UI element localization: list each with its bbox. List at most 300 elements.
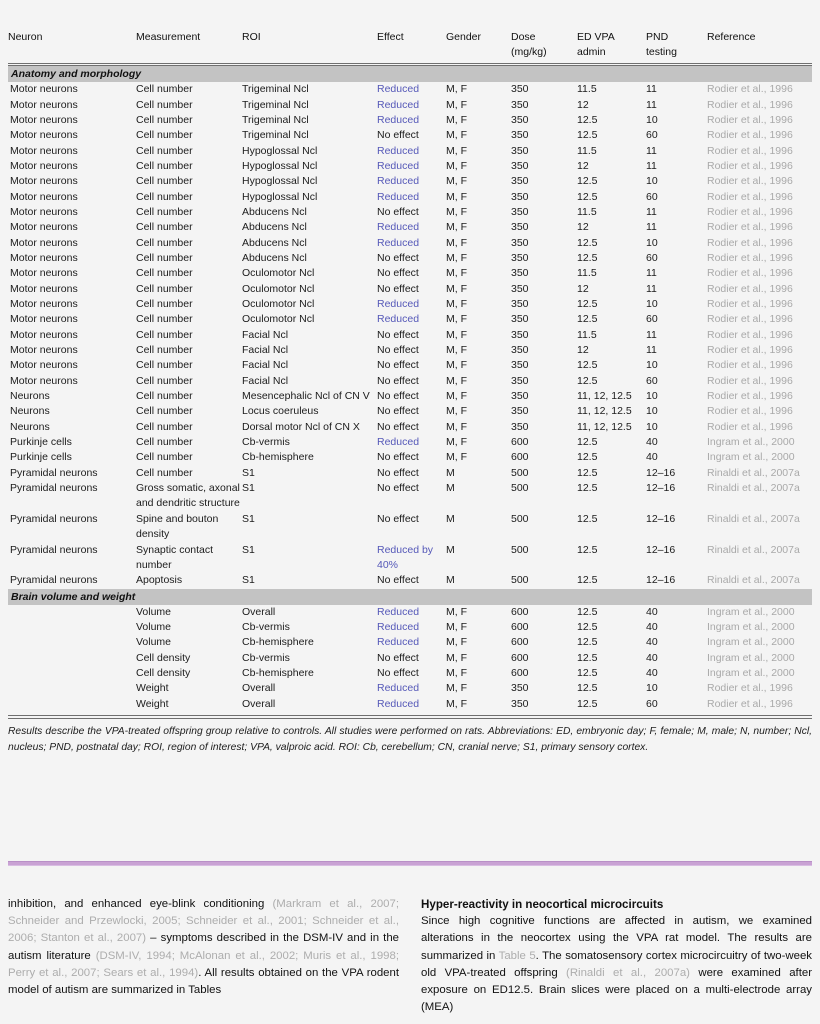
cell-dose: 600 xyxy=(511,620,529,633)
cell-gender: M, F xyxy=(446,159,467,172)
cell-roi: S1 xyxy=(242,482,255,495)
cell-gender: M, F xyxy=(446,390,467,403)
vpa-results-table xyxy=(8,30,812,719)
cell-ed-vpa-admin: 12.5 xyxy=(577,251,598,264)
cell-neuron: Pyramidal neurons xyxy=(10,466,98,479)
cell-roi: Trigeminal Ncl xyxy=(242,129,309,142)
table-header-row xyxy=(8,30,812,61)
cell-effect: No effect xyxy=(377,390,419,403)
cell-neuron: Motor neurons xyxy=(10,205,78,218)
cell-dose: 350 xyxy=(511,144,529,157)
cell-pnd-testing: 40 xyxy=(646,636,658,649)
cell-pnd-testing: 11 xyxy=(646,159,657,172)
cell-measurement: Cell number xyxy=(136,221,193,234)
cell-neuron: Neurons xyxy=(10,405,50,418)
cell-neuron: Neurons xyxy=(10,390,50,403)
cell-dose: 500 xyxy=(511,482,529,495)
cell-effect: Reduced xyxy=(377,221,420,234)
right-column-citation[interactable]: (Rinaldi et al., 2007a) xyxy=(566,966,690,979)
cell-ed-vpa-admin: 12.5 xyxy=(577,313,598,326)
cell-roi: Mesencephalic Ncl of CN V xyxy=(242,390,370,403)
column-header-label: Neuron xyxy=(8,31,43,43)
cell-pnd-testing: 10 xyxy=(646,113,658,126)
cell-pnd-testing: 10 xyxy=(646,236,658,249)
cell-pnd-testing: 11 xyxy=(646,221,657,234)
cell-roi: S1 xyxy=(242,512,255,525)
cell-neuron: Purkinje cells xyxy=(10,436,72,449)
cell-dose: 500 xyxy=(511,466,529,479)
cell-dose: 350 xyxy=(511,313,529,326)
cell-measurement: Cell number xyxy=(136,420,193,433)
cell-gender: M, F xyxy=(446,98,467,111)
cell-neuron: Motor neurons xyxy=(10,313,78,326)
cell-ed-vpa-admin: 12.5 xyxy=(577,605,598,618)
table-row xyxy=(8,697,812,712)
table-row xyxy=(8,666,812,681)
cell-neuron: Neurons xyxy=(10,420,50,433)
cell-neuron xyxy=(8,651,136,666)
cell-ed-vpa-admin: 12.5 xyxy=(577,236,598,249)
cell-dose: 350 xyxy=(511,98,529,111)
cell-ed-vpa-admin: 12.5 xyxy=(577,175,598,188)
table-row xyxy=(8,113,812,128)
cell-neuron: Pyramidal neurons xyxy=(10,543,98,556)
cell-effect: No effect xyxy=(377,359,419,372)
right-column-heading: Hyper-reactivity in neocortical microcircuits xyxy=(421,898,664,911)
cell-ed-vpa-admin: 12 xyxy=(577,282,589,295)
cell-reference: Ingram et al., 2000 xyxy=(707,436,795,449)
cell-dose: 600 xyxy=(511,436,529,449)
cell-pnd-testing: 10 xyxy=(646,298,658,310)
cell-ed-vpa-admin: 12.5 xyxy=(577,512,598,525)
cell-roi: Overall xyxy=(242,697,276,710)
cell-pnd-testing: 11 xyxy=(646,344,657,357)
cell-ed-vpa-admin: 12.5 xyxy=(577,574,598,587)
left-column-text: inhibition, and enhanced eye-blink conditioning xyxy=(8,898,273,910)
cell-roi: Oculomotor Ncl xyxy=(242,298,315,310)
cell-pnd-testing: 10 xyxy=(646,682,658,695)
column-header-label: PND xyxy=(646,31,669,43)
cell-effect: No effect xyxy=(377,374,419,387)
cell-neuron: Motor neurons xyxy=(10,267,78,280)
cell-roi: Abducens Ncl xyxy=(242,221,307,234)
cell-ed-vpa-admin: 11.5 xyxy=(577,205,597,218)
cell-roi: S1 xyxy=(242,543,255,556)
cell-measurement: Cell number xyxy=(136,390,193,403)
column-header-sublabel: testing xyxy=(646,46,677,59)
cell-reference: Ingram et al., 2000 xyxy=(707,651,795,664)
cell-measurement: Volume xyxy=(136,620,172,633)
cell-roi: Hypoglossal Ncl xyxy=(242,190,318,203)
cell-ed-vpa-admin: 12.5 xyxy=(577,466,598,479)
cell-pnd-testing: 40 xyxy=(646,666,658,679)
cell-gender: M, F xyxy=(446,651,467,664)
cell-reference: Ingram et al., 2000 xyxy=(707,605,795,618)
cell-reference: Rodier et al., 1996 xyxy=(707,374,793,387)
column-header-gender xyxy=(446,30,511,61)
cell-roi: S1 xyxy=(242,466,255,479)
cell-neuron: Motor neurons xyxy=(10,129,78,142)
cell-effect: No effect xyxy=(377,129,419,142)
cell-reference: Rinaldi et al., 2007a xyxy=(707,466,800,479)
cell-reference: Rodier et al., 1996 xyxy=(707,328,793,341)
cell-dose: 500 xyxy=(511,543,529,556)
cell-ed-vpa-admin: 11, 12, 12.5 xyxy=(577,390,632,403)
cell-dose: 350 xyxy=(511,359,529,372)
cell-ed-vpa-admin: 12 xyxy=(577,98,589,111)
cell-gender: M, F xyxy=(446,221,467,234)
table-row xyxy=(8,98,812,113)
cell-gender: M, F xyxy=(446,436,467,449)
cell-roi: Overall xyxy=(242,605,276,618)
cell-measurement: Volume xyxy=(136,636,172,649)
cell-effect: No effect xyxy=(377,512,419,525)
cell-dose: 350 xyxy=(511,113,529,126)
column-header-label: ROI xyxy=(242,31,261,43)
table-head xyxy=(8,30,812,61)
cell-neuron: Motor neurons xyxy=(10,144,78,157)
cell-effect: No effect xyxy=(377,451,419,464)
cell-neuron xyxy=(8,620,136,635)
cell-pnd-testing: 40 xyxy=(646,605,658,618)
cell-reference: Rodier et al., 1996 xyxy=(707,113,793,126)
table-row xyxy=(8,328,812,343)
cell-reference: Rodier et al., 1996 xyxy=(707,205,793,218)
cell-ed-vpa-admin: 11.5 xyxy=(577,144,597,157)
cell-reference: Rodier et al., 1996 xyxy=(707,190,793,203)
column-header-label: Gender xyxy=(446,31,482,43)
cell-neuron: Motor neurons xyxy=(10,98,78,111)
cell-roi: Locus coeruleus xyxy=(242,405,319,418)
cell-effect: No effect xyxy=(377,405,419,418)
cell-dose: 350 xyxy=(511,129,529,142)
cell-roi: Facial Ncl xyxy=(242,344,289,357)
cell-roi: Cb-vermis xyxy=(242,620,290,633)
cell-dose: 600 xyxy=(511,636,529,649)
cell-neuron: Motor neurons xyxy=(10,298,78,310)
cell-roi: Abducens Ncl xyxy=(242,251,307,264)
cell-effect: Reduced xyxy=(377,298,420,310)
table-row xyxy=(8,466,812,481)
table-row xyxy=(8,512,812,543)
cell-ed-vpa-admin: 12.5 xyxy=(577,636,598,649)
cell-measurement: Cell number xyxy=(136,267,193,280)
cell-neuron: Motor neurons xyxy=(10,83,78,96)
table-rule-cell xyxy=(8,712,812,719)
cell-reference: Rodier et al., 1996 xyxy=(707,267,793,280)
column-header-label: ED VPA xyxy=(577,31,615,43)
left-column-text: – symptoms described in the DSM-IV and in the autism literature xyxy=(8,932,399,962)
table-row xyxy=(8,635,812,650)
cell-roi: Cb-vermis xyxy=(242,436,290,449)
cell-measurement: Cell number xyxy=(136,113,193,126)
cell-roi: Overall xyxy=(242,682,276,695)
cell-measurement: Cell number xyxy=(136,159,193,172)
cell-ed-vpa-admin: 11, 12, 12.5 xyxy=(577,420,632,433)
cell-measurement: Cell number xyxy=(136,328,193,341)
cell-effect: Reduced xyxy=(377,636,420,649)
cell-pnd-testing: 40 xyxy=(646,436,658,449)
cell-gender: M, F xyxy=(446,251,467,264)
column-header-sublabel: admin xyxy=(577,46,606,59)
cell-reference: Ingram et al., 2000 xyxy=(707,636,795,649)
table-row xyxy=(8,251,812,266)
cell-reference: Rodier et al., 1996 xyxy=(707,420,793,433)
cell-dose: 350 xyxy=(511,328,529,341)
table-row xyxy=(8,435,812,450)
cell-roi: Cb-hemisphere xyxy=(242,636,314,649)
table-row xyxy=(8,404,812,419)
cell-reference: Rinaldi et al., 2007a xyxy=(707,574,800,587)
cell-neuron: Pyramidal neurons xyxy=(10,482,98,495)
cell-roi: Abducens Ncl xyxy=(242,236,307,249)
cell-ed-vpa-admin: 12.5 xyxy=(577,482,598,495)
cell-dose: 350 xyxy=(511,175,529,188)
cell-gender: M, F xyxy=(446,267,467,280)
cell-neuron: Motor neurons xyxy=(10,328,78,341)
cell-reference: Rodier et al., 1996 xyxy=(707,98,793,111)
column-header-reference xyxy=(707,30,812,61)
column-header-sublabel: (mg/kg) xyxy=(511,46,547,59)
table-row xyxy=(8,220,812,235)
column-header-label: Reference xyxy=(707,31,756,43)
cell-roi: S1 xyxy=(242,574,255,587)
cell-reference: Rinaldi et al., 2007a xyxy=(707,512,800,525)
cell-pnd-testing: 60 xyxy=(646,313,658,326)
cell-effect: Reduced xyxy=(377,682,420,695)
cell-reference: Ingram et al., 2000 xyxy=(707,620,795,633)
cell-effect: Reduced xyxy=(377,190,420,203)
cell-reference: Rodier et al., 1996 xyxy=(707,221,793,234)
cell-reference: Rodier et al., 1996 xyxy=(707,359,793,372)
cell-neuron xyxy=(8,681,136,696)
cell-neuron: Motor neurons xyxy=(10,190,78,203)
right-column-citation[interactable]: Table 5 xyxy=(498,949,536,962)
right-column-text: Since high cognitive functions are affected in autism, we examined alterations in the neocortex using the VPA rat model. The results are summarized in xyxy=(421,915,812,962)
table-row xyxy=(8,681,812,696)
cell-measurement: Cell number xyxy=(136,313,193,326)
cell-reference: Rodier et al., 1996 xyxy=(707,175,793,188)
table-row xyxy=(8,420,812,435)
cell-measurement: Apoptosis xyxy=(136,574,183,587)
cell-reference: Rodier et al., 1996 xyxy=(707,697,793,710)
cell-effect: No effect xyxy=(377,574,419,587)
cell-gender: M, F xyxy=(446,298,467,310)
cell-ed-vpa-admin: 12.5 xyxy=(577,359,598,372)
cell-gender: M, F xyxy=(446,697,467,710)
cell-effect: Reduced xyxy=(377,313,420,326)
cell-effect: Reduced xyxy=(377,98,420,111)
cell-neuron: Motor neurons xyxy=(10,175,78,188)
cell-neuron: Motor neurons xyxy=(10,374,78,387)
cell-measurement: Cell number xyxy=(136,298,193,310)
column-header-label: Effect xyxy=(377,31,404,43)
cell-ed-vpa-admin: 12.5 xyxy=(577,651,598,664)
cell-gender: M, F xyxy=(446,420,467,433)
cell-gender: M, F xyxy=(446,328,467,341)
cell-neuron xyxy=(8,666,136,681)
cell-ed-vpa-admin: 12.5 xyxy=(577,374,598,387)
cell-ed-vpa-admin: 12 xyxy=(577,159,589,172)
cell-gender: M, F xyxy=(446,175,467,188)
cell-reference: Ingram et al., 2000 xyxy=(707,451,795,464)
table-row xyxy=(8,343,812,358)
table-row xyxy=(8,481,812,512)
cell-pnd-testing: 11 xyxy=(646,144,657,157)
cell-ed-vpa-admin: 12.5 xyxy=(577,666,598,679)
cell-dose: 350 xyxy=(511,374,529,387)
cell-dose: 500 xyxy=(511,574,529,587)
column-header-roi xyxy=(242,30,377,61)
cell-gender: M, F xyxy=(446,113,467,126)
table-body xyxy=(8,61,812,719)
table-row xyxy=(8,282,812,297)
table-section-title: Brain volume and weight xyxy=(8,589,812,605)
cell-ed-vpa-admin: 11.5 xyxy=(577,328,597,341)
cell-neuron: Motor neurons xyxy=(10,113,78,126)
table-row xyxy=(8,128,812,143)
cell-measurement: Cell number xyxy=(136,405,193,418)
cell-pnd-testing: 12–16 xyxy=(646,466,676,479)
cell-effect: Reduced xyxy=(377,144,420,157)
cell-pnd-testing: 10 xyxy=(646,359,658,372)
table-row xyxy=(8,450,812,465)
cell-neuron: Motor neurons xyxy=(10,221,78,234)
cell-measurement: Cell number xyxy=(136,190,193,203)
cell-roi: Dorsal motor Ncl of CN X xyxy=(242,420,360,433)
cell-gender: M, F xyxy=(446,205,467,218)
cell-roi: Facial Ncl xyxy=(242,328,289,341)
cell-neuron xyxy=(8,605,136,620)
table-row xyxy=(8,190,812,205)
cell-pnd-testing: 40 xyxy=(646,451,658,464)
cell-measurement: Weight xyxy=(136,697,169,710)
cell-reference: Ingram et al., 2000 xyxy=(707,666,795,679)
cell-pnd-testing: 11 xyxy=(646,267,657,280)
cell-reference: Rodier et al., 1996 xyxy=(707,236,793,249)
cell-gender: M, F xyxy=(446,144,467,157)
cell-effect: Reduced xyxy=(377,159,420,172)
cell-neuron: Motor neurons xyxy=(10,344,78,357)
cell-dose: 600 xyxy=(511,651,529,664)
table-row xyxy=(8,159,812,174)
left-column-text: . All results obtained on the VPA rodent model of autism are summarized in Tables xyxy=(8,966,399,997)
cell-pnd-testing: 10 xyxy=(646,175,658,188)
cell-dose: 600 xyxy=(511,605,529,618)
column-header-neuron xyxy=(8,30,136,61)
table-row xyxy=(8,605,812,620)
cell-effect: Reduced xyxy=(377,605,420,618)
cell-ed-vpa-admin: 12.5 xyxy=(577,451,598,464)
cell-measurement: Cell number xyxy=(136,98,193,111)
cell-neuron: Motor neurons xyxy=(10,236,78,249)
column-header-dose xyxy=(511,30,577,61)
cell-measurement: Cell number xyxy=(136,451,193,464)
cell-roi: Abducens Ncl xyxy=(242,205,307,218)
cell-effect: No effect xyxy=(377,328,419,341)
cell-roi: Cb-hemisphere xyxy=(242,451,314,464)
cell-effect: Reduced xyxy=(377,620,420,633)
cell-reference: Rodier et al., 1996 xyxy=(707,129,793,142)
cell-measurement: Cell density xyxy=(136,651,191,664)
cell-measurement: Cell number xyxy=(136,205,193,218)
table-row xyxy=(8,205,812,220)
cell-measurement: Cell number xyxy=(136,344,193,357)
right-column-text: . The somatosensory cortex microcircuitry of two-week old VPA-treated offspring xyxy=(421,949,812,979)
cell-effect: No effect xyxy=(377,267,419,280)
table-row xyxy=(8,543,812,574)
cell-effect: Reduced xyxy=(377,113,420,126)
cell-ed-vpa-admin: 12.5 xyxy=(577,543,598,556)
table-row xyxy=(8,82,812,97)
cell-measurement: Cell number xyxy=(136,144,193,157)
cell-dose: 350 xyxy=(511,298,529,310)
cell-effect: Reduced xyxy=(377,175,420,188)
cell-effect: No effect xyxy=(377,251,419,264)
cell-gender: M, F xyxy=(446,451,467,464)
cell-pnd-testing: 60 xyxy=(646,190,658,203)
column-header-label: Dose xyxy=(511,31,536,43)
cell-measurement: Cell number xyxy=(136,282,193,295)
cell-pnd-testing: 60 xyxy=(646,697,658,710)
cell-effect: Reduced xyxy=(377,83,420,96)
cell-roi: Facial Ncl xyxy=(242,374,289,387)
cell-reference: Rodier et al., 1996 xyxy=(707,405,793,418)
cell-gender: M, F xyxy=(446,682,467,695)
cell-effect: Reduced xyxy=(377,697,420,710)
cell-measurement: Weight xyxy=(136,682,169,695)
cell-ed-vpa-admin: 12.5 xyxy=(577,620,598,633)
right-column-text: were examined after exposure on ED12.5. Brain slices were placed on a multi-electrode array (MEA) xyxy=(421,966,812,1014)
cell-ed-vpa-admin: 12 xyxy=(577,221,589,234)
cell-pnd-testing: 60 xyxy=(646,129,658,142)
column-header-effect xyxy=(377,30,446,61)
table-row xyxy=(8,312,812,327)
table-row xyxy=(8,620,812,635)
left-column-citation[interactable]: (DSM-IV, 1994; McAlonan et al., 2002; Muris et al., 1998; Perry et al., 2007; Sears et al., 1994) xyxy=(8,949,399,979)
cell-gender: M, F xyxy=(446,666,467,679)
cell-roi: Trigeminal Ncl xyxy=(242,113,309,126)
cell-neuron: Motor neurons xyxy=(10,251,78,264)
cell-dose: 350 xyxy=(511,390,529,403)
column-header-label: Measurement xyxy=(136,31,201,43)
body-text-columns xyxy=(8,896,812,1016)
cell-roi: Hypoglossal Ncl xyxy=(242,159,318,172)
cell-effect: Reduced by 40% xyxy=(377,543,434,571)
cell-neuron: Motor neurons xyxy=(10,359,78,372)
table-footnote: Results describe the VPA-treated offspring group relative to controls. All studies were performed on rats. Abbreviations: ED, embryonic day; F, female; M, male; N, number; Ncl, nucleus; PND, postnatal day; ROI, region of interest; VPA, valproic acid. ROI: Cb, cerebellum; CN, cranial nerve; S1, primary sensory cortex. xyxy=(8,725,812,753)
cell-pnd-testing: 11 xyxy=(646,83,657,96)
cell-effect: No effect xyxy=(377,344,419,357)
cell-dose: 350 xyxy=(511,405,529,418)
cell-gender: M, F xyxy=(446,620,467,633)
table-section-title: Anatomy and morphology xyxy=(8,66,812,82)
cell-dose: 350 xyxy=(511,221,529,234)
cell-measurement: Cell number xyxy=(136,466,193,479)
cell-effect: Reduced xyxy=(377,236,420,249)
cell-measurement: Cell number xyxy=(136,359,193,372)
cell-ed-vpa-admin: 12.5 xyxy=(577,129,598,142)
cell-roi: Trigeminal Ncl xyxy=(242,83,309,96)
cell-reference: Rodier et al., 1996 xyxy=(707,390,793,403)
cell-measurement: Cell number xyxy=(136,175,193,188)
cell-effect: No effect xyxy=(377,420,419,433)
table-row xyxy=(8,389,812,404)
cell-reference: Rinaldi et al., 2007a xyxy=(707,482,800,495)
cell-gender: M, F xyxy=(446,236,467,249)
cell-gender: M, F xyxy=(446,359,467,372)
left-column-citation[interactable]: (Markram et al., 2007; Schneider and Przewlocki, 2005; Schneider et al., 2001; Schneider et al., 2006; Stanton et al., 2007) xyxy=(8,898,399,945)
